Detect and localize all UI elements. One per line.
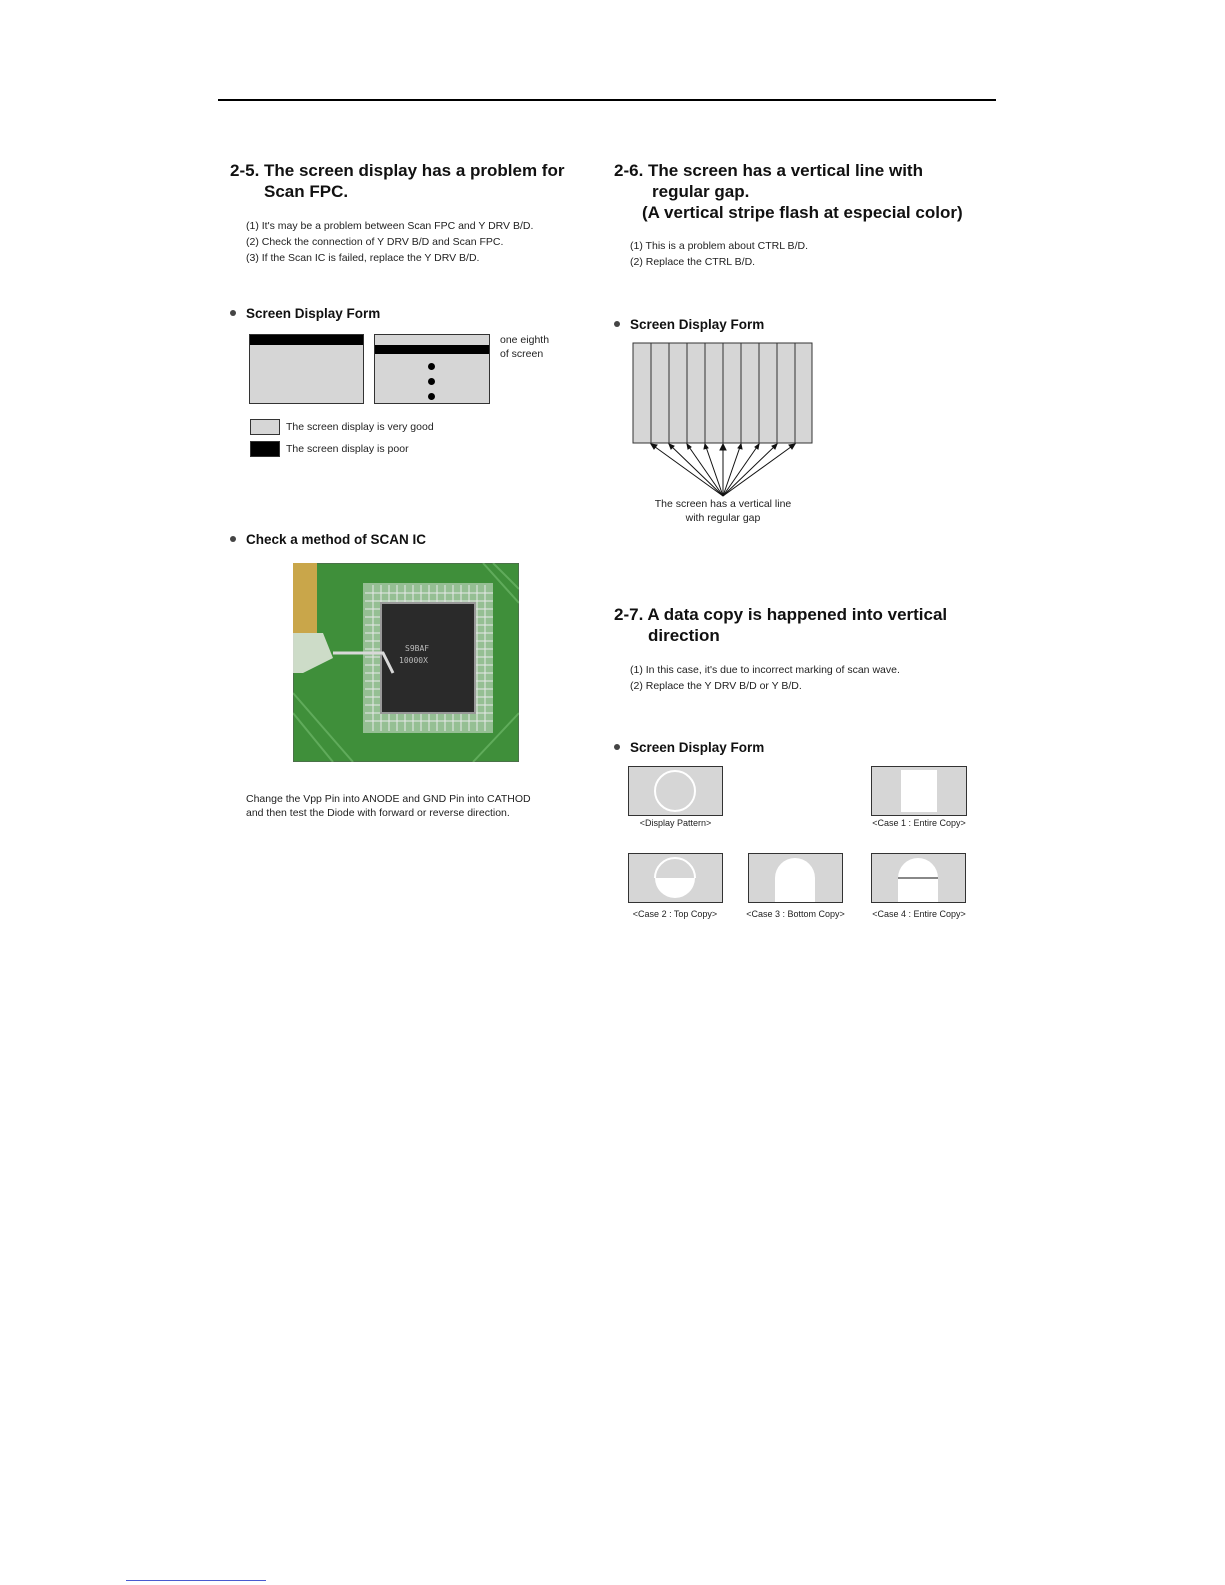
- title-line-1: 2-7. A data copy is happened into vertical: [614, 605, 948, 624]
- title-line-2: direction: [648, 626, 720, 645]
- case2-caption: <Case 2 : Top Copy>: [632, 909, 718, 919]
- vertical-line-caption: The screen has a vertical line with regular gap: [654, 498, 792, 524]
- bullet-icon: [614, 321, 620, 327]
- ellipsis-dot-icon: [428, 378, 435, 385]
- check-scan-ic-heading: Check a method of SCAN IC: [230, 532, 426, 547]
- header-rule: [218, 99, 996, 101]
- case1-caption: <Case 1 : Entire Copy>: [872, 818, 966, 828]
- step-item: (2) Replace the CTRL B/D.: [630, 256, 756, 268]
- section-2-6-steps: [630, 238, 808, 270]
- step-item: (3) If the Scan IC is failed, replace the Y DRV B/D.: [246, 252, 480, 264]
- poor-band: [250, 335, 363, 345]
- title-line-2: Scan FPC.: [264, 182, 349, 201]
- case3-diagram: [748, 853, 843, 903]
- scan-ic-photo: [293, 563, 519, 762]
- title-line-1: 2-5. The screen display has a problem for: [230, 161, 565, 180]
- step-item: (2) Check the connection of Y DRV B/D and Scan FPC.: [246, 236, 504, 248]
- one-eighth-label: one eighth of screen: [500, 334, 550, 360]
- legend-swatch-poor: [250, 441, 280, 457]
- display-pattern-diagram: [628, 766, 723, 816]
- case4-caption: <Case 4 : Entire Copy>: [872, 909, 966, 919]
- ellipsis-dot-icon: [428, 363, 435, 370]
- section-2-6-title: [614, 160, 963, 223]
- chip-marking-line-1: S9BAF: [405, 644, 430, 653]
- bullet-icon: [614, 744, 620, 750]
- chip-marking-line-2: 10000X: [399, 656, 428, 665]
- check-method-note: Change the Vpp Pin into ANODE and GND Pin into CATHOD and then test the Diode with forward or reverse direction.: [246, 793, 531, 819]
- screen-diagram-good-top-bar: [249, 334, 364, 404]
- title-line-1: 2-6. The screen has a vertical line with: [614, 161, 923, 180]
- screen-diagram-one-eighth: [374, 334, 490, 404]
- legend-poor-label: The screen display is poor: [286, 443, 409, 455]
- section-2-5-title: [230, 160, 564, 202]
- screen-display-form-heading-2-6: Screen Display Form: [614, 317, 764, 332]
- legend-swatch-good: [250, 419, 280, 435]
- step-item: (1) This is a problem about CTRL B/D.: [630, 240, 808, 252]
- ellipsis-dot-icon: [428, 393, 435, 400]
- step-item: (1) It's may be a problem between Scan FPC and Y DRV B/D.: [246, 220, 534, 232]
- poor-band: [375, 345, 489, 354]
- screen-display-form-heading-2-7: Screen Display Form: [614, 740, 764, 755]
- section-2-7-title: [614, 604, 947, 646]
- case1-diagram: [871, 766, 967, 816]
- section-2-7-steps: [630, 662, 900, 694]
- footer-link-underline[interactable]: [126, 1580, 266, 1581]
- screen-display-form-heading-2-5: Screen Display Form: [230, 306, 380, 321]
- case2-diagram: [628, 853, 723, 903]
- section-2-5-steps: [246, 218, 533, 266]
- bullet-icon: [230, 310, 236, 316]
- case4-diagram: [871, 853, 966, 903]
- step-item: (1) In this case, it's due to incorrect marking of scan wave.: [630, 664, 900, 676]
- case3-caption: <Case 3 : Bottom Copy>: [746, 909, 845, 919]
- legend-good-label: The screen display is very good: [286, 421, 434, 433]
- display-pattern-caption: <Display Pattern>: [639, 818, 712, 828]
- title-line-2: regular gap.: [652, 182, 750, 201]
- step-item: (2) Replace the Y DRV B/D or Y B/D.: [630, 680, 802, 692]
- title-line-3: (A vertical stripe flash at especial color): [642, 203, 963, 222]
- vertical-line-diagram: [628, 340, 818, 500]
- bullet-icon: [230, 536, 236, 542]
